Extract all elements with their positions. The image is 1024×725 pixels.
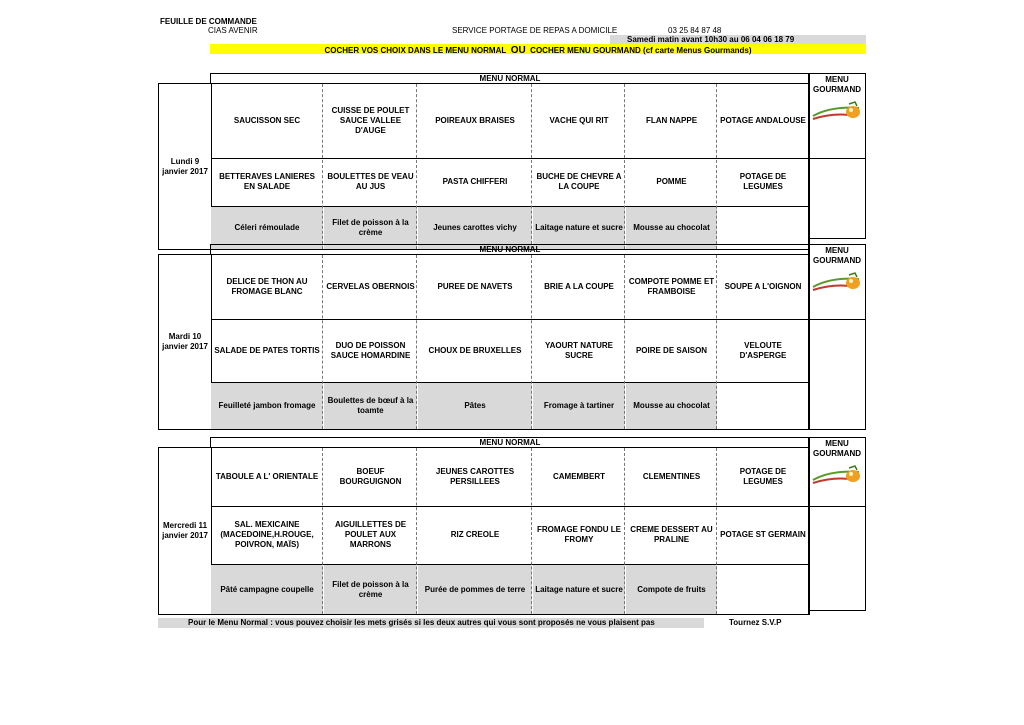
day-date: janvier 2017 <box>162 342 208 351</box>
gourmand-choice-box[interactable] <box>809 507 865 614</box>
gourmet-food-icon <box>811 100 863 126</box>
column-divider <box>624 448 625 614</box>
footer-note: Pour le Menu Normal : vous pouvez choisir les mets grisés si les deux autres qui vous sont proposés ne vous plaisent pas <box>188 618 655 627</box>
service-name: SERVICE PORTAGE DE REPAS A DOMICILE <box>452 26 618 35</box>
menu-normal-header: MENU NORMAL <box>210 437 810 447</box>
dish-cell[interactable]: SAL. MEXICAINE (MACEDOINE,H.ROUGE, POIVRON, MAÏS) <box>220 520 314 549</box>
day-label <box>159 448 212 614</box>
doc-title: FEUILLE DE COMMANDE <box>160 17 257 26</box>
column-divider <box>322 255 323 429</box>
column-divider <box>531 84 532 249</box>
dish-cell[interactable]: TABOULE A L' ORIENTALE <box>215 472 319 481</box>
column-divider <box>531 255 532 429</box>
dish-cell[interactable]: FROMAGE FONDU LE FROMY <box>537 525 621 544</box>
dish-cell[interactable]: BUCHE DE CHEVRE A LA COUPE <box>536 172 622 191</box>
dish-cell[interactable]: DELICE DE THON AU FROMAGE BLANC <box>226 277 308 296</box>
dish-cell[interactable]: POTAGE DE LEGUMES <box>739 467 787 486</box>
menu-gourmand-column <box>808 437 866 611</box>
instruction-gourmand: COCHER MENU GOURMAND (cf carte Menus Gourmands) <box>530 46 752 55</box>
column-divider <box>531 448 532 614</box>
dish-cell[interactable]: AIGUILLETTES DE POULET AUX MARRONS <box>334 520 407 549</box>
phone-number: 03 25 84 87 48 <box>668 26 722 35</box>
day-name: Mercredi 11 <box>162 521 208 530</box>
dish-cell[interactable]: CHOUX DE BRUXELLES <box>428 345 522 355</box>
dish-cell[interactable]: SALADE DE PATES TORTIS <box>214 345 320 355</box>
dish-cell[interactable]: SAUCISSON SEC <box>233 116 301 125</box>
deadline-bar <box>610 35 866 44</box>
dish-cell[interactable]: POMME <box>656 177 687 186</box>
dish-cell[interactable]: VELOUTE D'ASPERGE <box>739 340 787 360</box>
alternative-dish-cell[interactable]: Jeunes carottes vichy <box>418 207 532 249</box>
deadline-text: Samedi matin avant 10h30 au 06 04 06 18 79 <box>627 35 795 44</box>
alternative-dish-cell[interactable]: Mousse au chocolat <box>626 207 717 249</box>
day-name: Lundi 9 <box>170 156 200 166</box>
gourmand-choice-box[interactable] <box>809 159 865 249</box>
dish-cell[interactable]: PUREE DE NAVETS <box>437 282 513 291</box>
menu-gourmand-title: MENU <box>825 439 849 448</box>
org-name: CIAS AVENIR <box>208 26 258 35</box>
column-divider <box>416 448 417 614</box>
dish-cell[interactable]: SOUPE A L'OIGNON <box>724 282 802 291</box>
menu-grid <box>158 447 810 615</box>
day-date: janvier 2017 <box>162 166 208 176</box>
menu-gourmand-subtitle: GOURMAND <box>813 85 861 94</box>
day-label <box>159 255 212 429</box>
dish-cell[interactable]: JEUNES CAROTTES PERSILLEES <box>435 467 515 486</box>
dish-cell[interactable]: CAMEMBERT <box>553 472 605 481</box>
menu-gourmand-column <box>808 244 866 430</box>
dish-cell[interactable]: BRIE A LA COUPE <box>544 282 614 291</box>
dish-cell[interactable]: POTAGE DE LEGUMES <box>739 172 787 191</box>
column-divider <box>624 255 625 429</box>
footer-bar <box>158 618 704 628</box>
alternative-dish-cell[interactable]: Filet de poisson à la crème <box>324 207 417 249</box>
dish-cell[interactable]: POIREAUX BRAISES <box>435 116 515 125</box>
column-divider <box>716 448 717 614</box>
dish-cell[interactable]: POIRE DE SAISON <box>635 345 708 355</box>
instruction-or: OU <box>510 45 526 56</box>
alternative-dish-cell[interactable]: Pâtes <box>418 383 532 429</box>
alternative-dish-cell[interactable]: Filet de poisson à la crème <box>324 565 417 614</box>
alternative-dish-cell[interactable]: Purée de pommes de terre <box>418 565 532 614</box>
dish-cell[interactable]: CUISSE DE POULET SAUCE VALLEE D'AUGE <box>331 106 410 135</box>
day-label <box>159 84 212 249</box>
dish-cell[interactable]: CLEMENTINES <box>642 472 701 481</box>
menu-gourmand-title: MENU <box>825 75 849 84</box>
gourmet-food-icon <box>811 271 863 297</box>
dish-cell[interactable]: COMPOTE POMME ET FRAMBOISE <box>628 277 715 296</box>
menu-gourmand-column <box>808 73 866 239</box>
alternative-dish-cell[interactable]: Compote de fruits <box>626 565 717 614</box>
dish-cell[interactable]: BETTERAVES LANIERES EN SALADE <box>219 172 315 191</box>
dish-cell[interactable]: BOULETTES DE VEAU AU JUS <box>327 172 414 191</box>
menu-normal-header: MENU NORMAL <box>210 73 810 83</box>
column-divider <box>624 84 625 249</box>
dish-cell[interactable]: VACHE QUI RIT <box>549 116 609 125</box>
turn-page-note: Tournez S.V.P <box>729 618 782 627</box>
column-divider <box>416 255 417 429</box>
menu-grid <box>158 83 810 250</box>
day-name: Mardi 10 <box>168 332 202 341</box>
column-divider <box>716 255 717 429</box>
alternative-dish-cell[interactable]: Pâté campagne coupelle <box>211 565 323 614</box>
dish-cell[interactable]: RIZ CREOLE <box>450 530 500 539</box>
alternative-dish-cell[interactable]: Mousse au chocolat <box>626 383 717 429</box>
dish-cell[interactable]: DUO DE POISSON SAUCE HOMARDINE <box>330 340 411 360</box>
menu-gourmand-subtitle: GOURMAND <box>813 449 861 458</box>
alternative-dish-cell[interactable]: Boulettes de bœuf à la toamte <box>324 383 417 429</box>
dish-cell[interactable]: CREME DESSERT AU PRALINE <box>630 525 713 544</box>
dish-cell[interactable]: BOEUF BOURGUIGNON <box>339 467 402 486</box>
dish-cell[interactable]: POTAGE ANDALOUSE <box>720 116 806 125</box>
alternative-dish-cell[interactable]: Fromage à tartiner <box>533 383 625 429</box>
menu-grid <box>158 254 810 430</box>
dish-cell[interactable]: PASTA CHIFFERI <box>442 177 508 186</box>
alternative-dish-cell[interactable]: Feuilleté jambon fromage <box>211 383 323 429</box>
column-divider <box>416 84 417 249</box>
instruction-banner <box>210 44 866 54</box>
menu-gourmand-title: MENU <box>825 246 849 255</box>
menu-normal-header: MENU NORMAL <box>210 244 810 254</box>
day-date: janvier 2017 <box>162 531 208 540</box>
alternative-dish-cell[interactable]: Laitage nature et sucre <box>533 207 625 249</box>
dish-cell[interactable]: POTAGE ST GERMAIN <box>720 530 806 539</box>
gourmet-food-icon <box>811 464 863 490</box>
menu-gourmand-subtitle: GOURMAND <box>813 256 861 265</box>
alternative-dish-cell[interactable]: Céleri rémoulade <box>211 207 323 249</box>
column-divider <box>322 448 323 614</box>
dish-cell[interactable]: CERVELAS OBERNOIS <box>326 282 415 291</box>
column-divider <box>716 84 717 249</box>
dish-cell[interactable]: YAOURT NATURE SUCRE <box>544 340 613 360</box>
column-divider <box>322 84 323 249</box>
instruction-normal: COCHER VOS CHOIX DANS LE MENU NORMAL <box>324 46 507 55</box>
dish-cell[interactable]: FLAN NAPPE <box>645 116 698 125</box>
alternative-dish-cell[interactable]: Laitage nature et sucre <box>533 565 625 614</box>
gourmand-choice-box[interactable] <box>809 320 865 429</box>
